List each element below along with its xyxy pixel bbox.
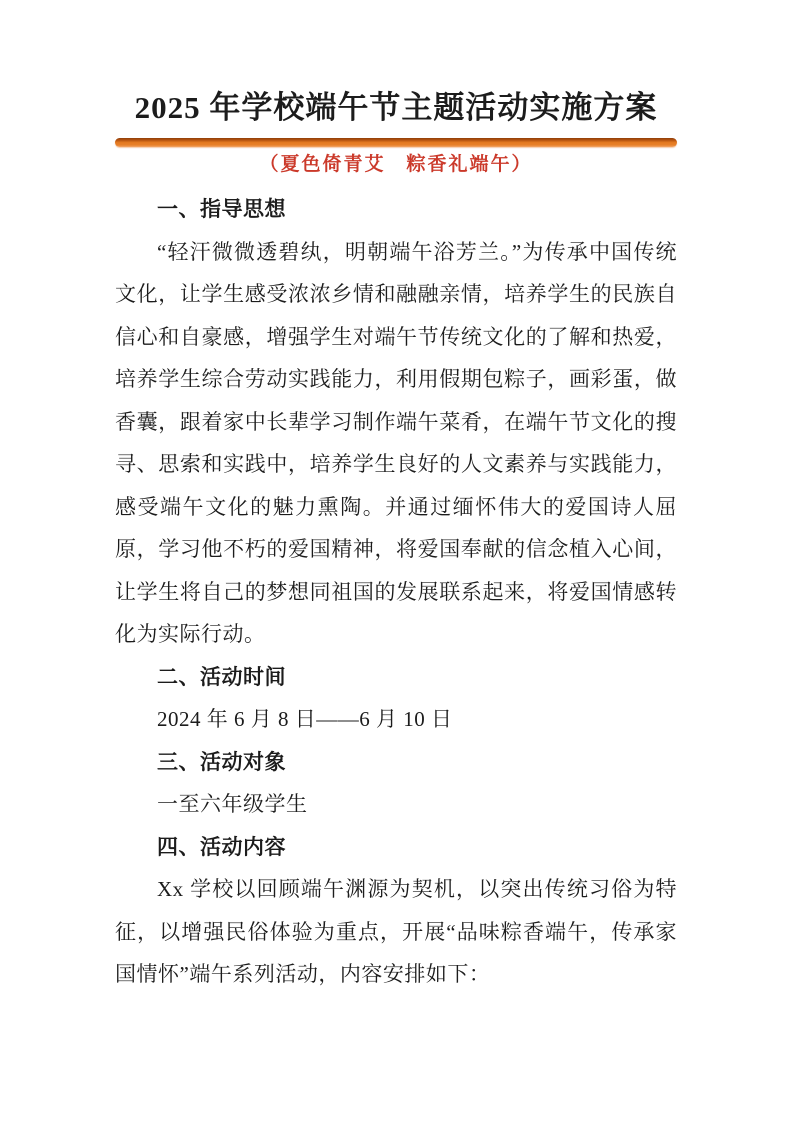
document-body	[115, 188, 677, 996]
document-subtitle: （夏色倚青艾 粽香礼端午）	[259, 154, 533, 175]
document-title: 2025 年学校端午节主题活动实施方案	[134, 90, 658, 125]
section-heading-activity-time: 二、活动时间	[157, 664, 286, 689]
paragraph-guiding-ideology: “轻汗微微透碧纨，明朝端午浴芳兰。”为传承中国传统文化，让学生感受浓浓乡情和融融亲情，培养学生的民族自信心和自豪感，增强学生对端午节传统文化的了解和热爱，培养学生综合劳动实践能力，利用假期包粽子，画彩蛋，做香囊，跟着家中长辈学习制作端午菜肴，在端午节文化的搜寻、思索和实践中，培养学生良好的人文素养与实践能力，感受端午文化的魅力熏陶。并通过缅怀伟大的爱国诗人屈原，学习他不朽的爱国精神，将爱国奉献的信念植入心间，让学生将自己的梦想同祖国的发展联系起来，将爱国情感转化为实际行动。	[115, 239, 677, 646]
paragraph-activity-time: 2024 年 6 月 8 日——6 月 10 日	[157, 707, 453, 731]
title-divider-bar	[115, 138, 677, 147]
paragraph-activity-target: 一至六年级学生	[157, 792, 308, 816]
section-heading-guiding-ideology: 一、指导思想	[157, 197, 286, 221]
section-heading-activity-content: 四、活动内容	[157, 834, 286, 859]
paragraph-activity-content: Xx 学校以回顾端午渊源为契机，以突出传统习俗为特征，以增强民俗体验为重点，开展“品味粽香端午，传承家国情怀”端午系列活动，内容安排如下：	[115, 877, 677, 986]
section-heading-activity-target: 三、活动对象	[157, 749, 286, 774]
